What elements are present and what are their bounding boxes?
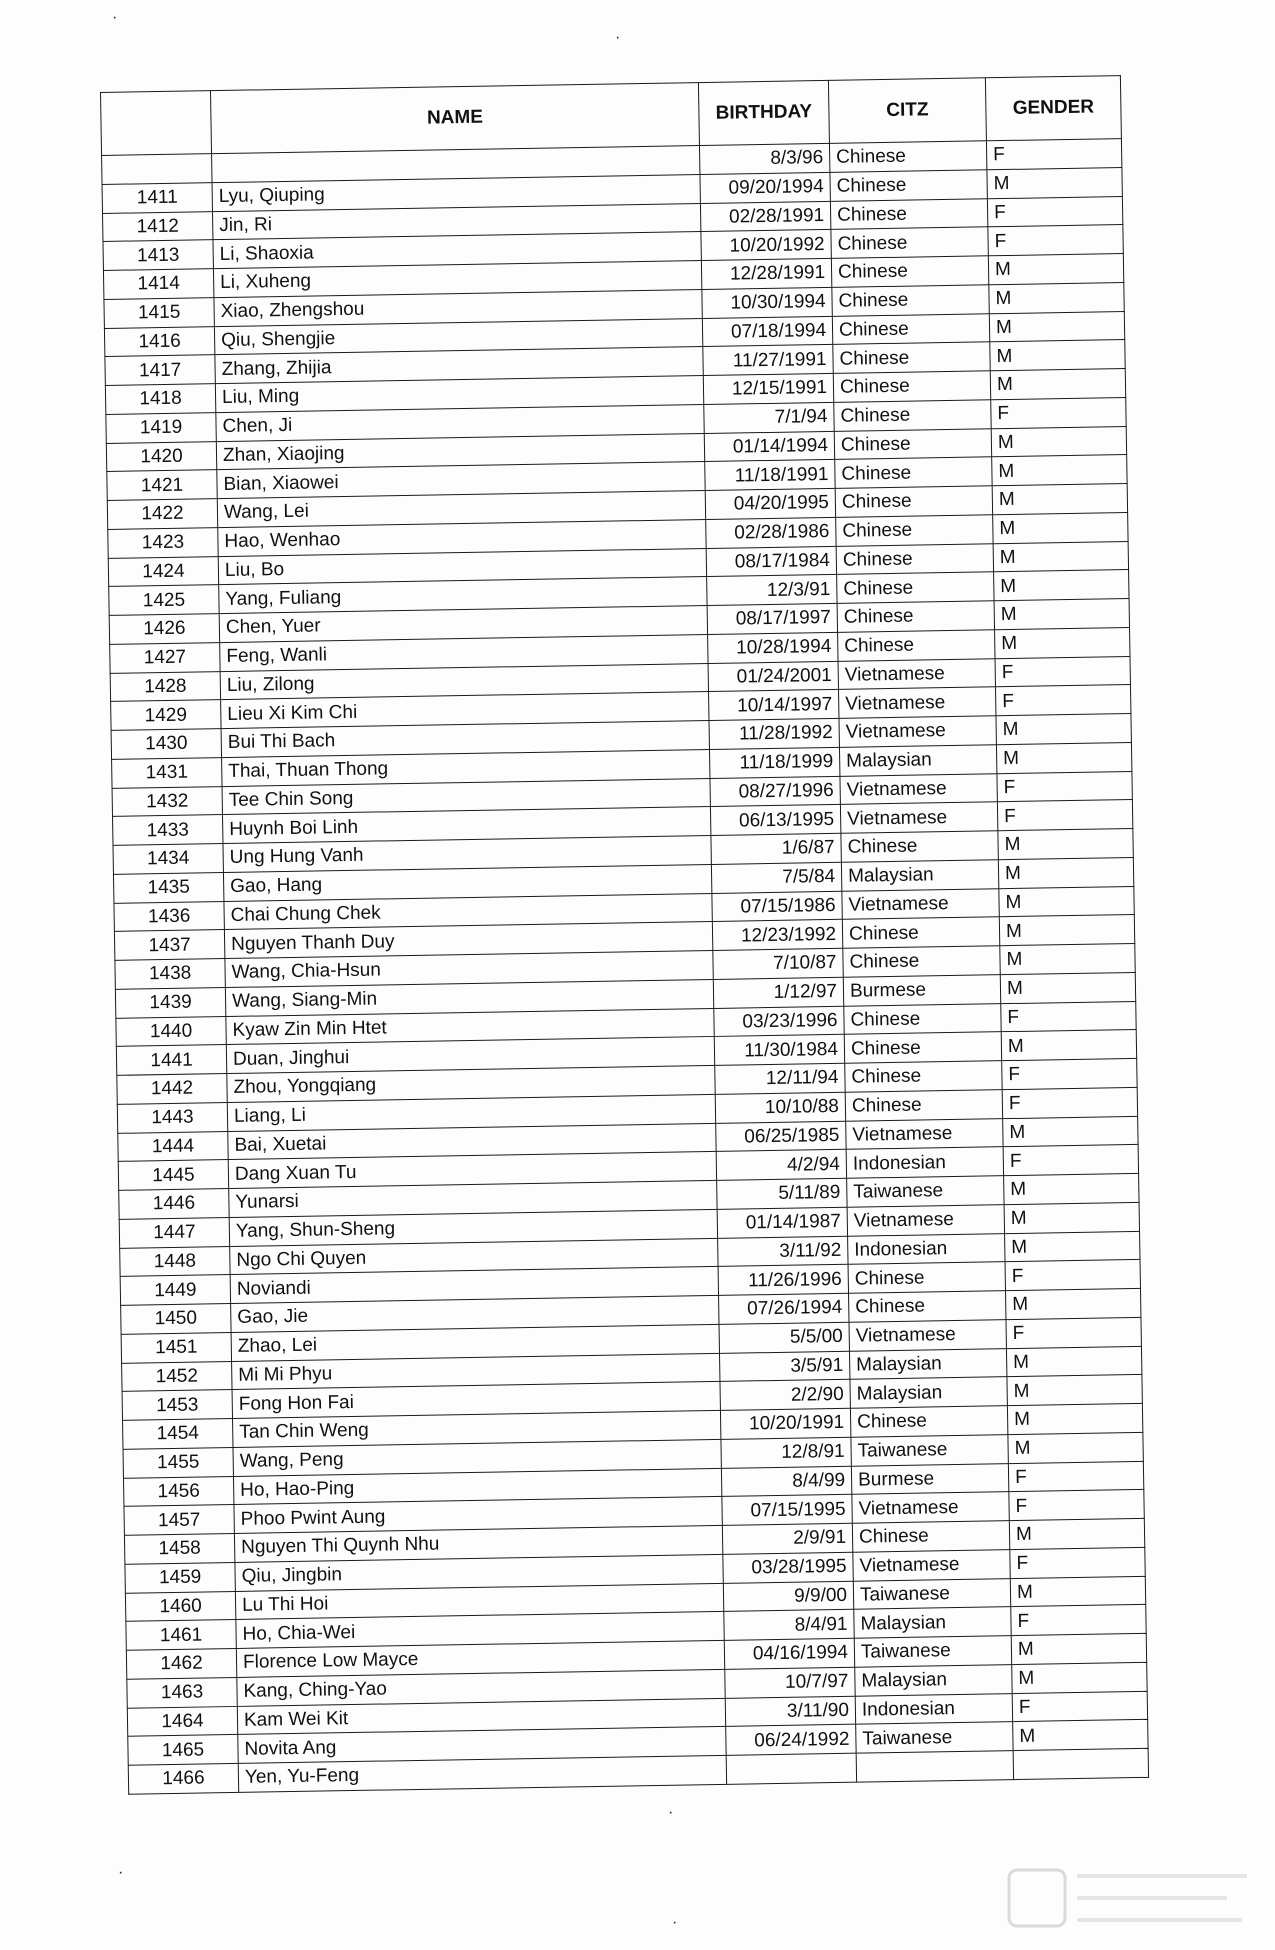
row-citz: Chinese xyxy=(832,285,989,316)
row-name: Lu Thi Hoi xyxy=(235,1583,723,1620)
scan-speck: · xyxy=(118,1864,124,1881)
row-number: 1415 xyxy=(104,297,214,328)
row-citz: Chinese xyxy=(838,629,995,660)
row-citz: Taiwanese xyxy=(853,1578,1010,1609)
row-citz: Chinese xyxy=(837,601,994,632)
row-gender: M xyxy=(994,570,1129,601)
row-gender: F xyxy=(1010,1547,1145,1578)
row-citz: Chinese xyxy=(833,371,990,402)
row-name: Chen, Ji xyxy=(216,404,704,441)
row-number: 1457 xyxy=(124,1505,234,1536)
row-number: 1455 xyxy=(123,1447,233,1478)
row-name: Gao, Hang xyxy=(223,864,711,901)
roster-sheet xyxy=(100,75,1148,1794)
row-name: Nguyen Thanh Duy xyxy=(224,922,712,959)
row-gender: M xyxy=(1007,1375,1142,1406)
row-gender: M xyxy=(988,254,1123,285)
row-gender: M xyxy=(993,541,1128,572)
row-citz: Vietnamese xyxy=(840,802,997,833)
scan-speck: · xyxy=(672,1914,678,1931)
row-gender: M xyxy=(991,426,1126,457)
row-number: 1425 xyxy=(109,585,219,616)
row-number: 1427 xyxy=(110,642,220,673)
row-name: Yunarsi xyxy=(229,1180,717,1217)
row-number: 1454 xyxy=(123,1418,233,1449)
row-birthday: 2/2/90 xyxy=(720,1379,850,1410)
row-citz: Vietnamese xyxy=(853,1549,1010,1580)
row-name: Wang, Chia-Hsun xyxy=(225,950,713,987)
row-number: 1438 xyxy=(115,959,225,990)
header-birthday: BIRTHDAY xyxy=(698,80,829,145)
row-citz: Vietnamese xyxy=(840,773,997,804)
row-gender: M xyxy=(996,713,1131,744)
row-gender: F xyxy=(997,800,1132,831)
row-gender: M xyxy=(999,886,1134,917)
row-number: 1423 xyxy=(108,527,218,558)
row-number: 1459 xyxy=(125,1562,235,1593)
row-citz: Vietnamese xyxy=(846,1118,1003,1149)
row-gender: M xyxy=(1012,1662,1147,1693)
row-citz: Vietnamese xyxy=(847,1204,1004,1235)
row-birthday: 01/14/1987 xyxy=(717,1207,847,1238)
row-birthday: 02/28/1986 xyxy=(706,517,836,548)
row-gender: M xyxy=(1000,943,1135,974)
row-number: 1430 xyxy=(111,729,221,760)
row-gender: M xyxy=(1006,1346,1141,1377)
row-number: 1447 xyxy=(119,1217,229,1248)
row-birthday: 04/16/1994 xyxy=(724,1638,854,1669)
row-citz: Chinese xyxy=(835,486,992,517)
row-citz: Chinese xyxy=(836,515,993,546)
row-citz: Chinese xyxy=(844,1032,1001,1063)
header-gender: GENDER xyxy=(985,76,1121,141)
row-birthday: 7/1/94 xyxy=(704,402,834,433)
row-name: Lyu, Qiuping xyxy=(212,174,700,211)
row-citz: Burmese xyxy=(851,1463,1008,1494)
row-birthday xyxy=(726,1753,856,1784)
row-birthday: 02/28/1991 xyxy=(700,201,830,232)
row-number: 1441 xyxy=(116,1045,226,1076)
row-citz: Chinese xyxy=(831,256,988,287)
row-number: 1419 xyxy=(106,412,216,443)
row-birthday: 01/14/1994 xyxy=(704,431,834,462)
row-number: 1413 xyxy=(103,240,213,271)
row-birthday: 10/20/1992 xyxy=(701,230,831,261)
row-birthday: 7/10/87 xyxy=(713,948,843,979)
row-name: Yang, Fuliang xyxy=(219,577,707,614)
row-name: Wang, Lei xyxy=(217,491,705,528)
row-number: 1432 xyxy=(112,786,222,817)
row-birthday: 7/5/84 xyxy=(711,862,841,893)
row-number: 1421 xyxy=(107,470,217,501)
row-citz: Chinese xyxy=(850,1406,1007,1437)
row-name: Tan Chin Weng xyxy=(233,1410,721,1447)
row-name: Thai, Thuan Thong xyxy=(222,749,710,786)
row-gender: F xyxy=(1002,1058,1137,1089)
row-number: 1465 xyxy=(128,1735,238,1766)
row-name: Wang, Siang-Min xyxy=(225,979,713,1016)
row-gender: M xyxy=(1003,1116,1138,1147)
row-number xyxy=(102,154,212,185)
row-gender: M xyxy=(1013,1720,1148,1751)
row-name: Hao, Wenhao xyxy=(218,519,706,556)
row-birthday: 2/9/91 xyxy=(722,1523,852,1554)
row-gender: M xyxy=(1008,1432,1143,1463)
row-birthday: 1/12/97 xyxy=(713,977,843,1008)
row-birthday: 12/28/1991 xyxy=(701,258,831,289)
row-birthday: 8/4/91 xyxy=(724,1609,854,1640)
row-number: 1466 xyxy=(128,1763,238,1794)
row-number: 1435 xyxy=(113,872,223,903)
row-citz: Chinese xyxy=(841,831,998,862)
row-name: Liu, Ming xyxy=(215,376,703,413)
row-birthday: 11/18/1991 xyxy=(705,460,835,491)
row-number: 1462 xyxy=(126,1648,236,1679)
row-name: Feng, Wanli xyxy=(220,634,708,671)
row-birthday: 3/5/91 xyxy=(719,1351,849,1382)
row-citz: Indonesian xyxy=(855,1693,1012,1724)
row-number: 1444 xyxy=(118,1131,228,1162)
row-birthday: 06/13/1995 xyxy=(710,805,840,836)
row-name: Ngo Chi Quyen xyxy=(230,1238,718,1275)
row-gender: F xyxy=(1005,1260,1140,1291)
row-birthday: 07/18/1994 xyxy=(702,316,832,347)
row-birthday: 03/28/1995 xyxy=(723,1552,853,1583)
row-gender: M xyxy=(987,167,1122,198)
row-number: 1440 xyxy=(116,1016,226,1047)
row-name: Liu, Bo xyxy=(218,548,706,585)
row-gender: F xyxy=(1006,1317,1141,1348)
row-gender: M xyxy=(992,455,1127,486)
row-birthday: 8/3/96 xyxy=(699,143,829,174)
row-birthday: 11/26/1996 xyxy=(718,1265,848,1296)
row-gender: F xyxy=(988,225,1123,256)
row-birthday: 04/20/1995 xyxy=(705,488,835,519)
row-citz: Chinese xyxy=(844,1003,1001,1034)
row-birthday: 11/18/1999 xyxy=(709,747,839,778)
row-gender: F xyxy=(987,196,1122,227)
row-number: 1450 xyxy=(121,1304,231,1335)
row-number: 1461 xyxy=(126,1620,236,1651)
row-citz xyxy=(856,1751,1013,1782)
row-citz: Malaysian xyxy=(855,1664,1012,1695)
row-name: Zhang, Zhijia xyxy=(215,347,703,384)
row-citz: Taiwanese xyxy=(856,1722,1013,1753)
row-birthday: 11/28/1992 xyxy=(709,718,839,749)
row-citz: Malaysian xyxy=(839,744,996,775)
row-citz: Chinese xyxy=(843,946,1000,977)
row-birthday: 8/4/99 xyxy=(721,1466,851,1497)
row-birthday: 09/20/1994 xyxy=(700,172,830,203)
row-number: 1429 xyxy=(111,700,221,731)
row-name: Fong Hon Fai xyxy=(232,1382,720,1419)
row-citz: Chinese xyxy=(831,227,988,258)
row-birthday: 3/11/92 xyxy=(718,1236,848,1267)
row-citz: Taiwanese xyxy=(851,1434,1008,1465)
row-birthday: 10/14/1997 xyxy=(709,690,839,721)
row-number: 1436 xyxy=(114,901,224,932)
row-gender: M xyxy=(994,599,1129,630)
row-gender: M xyxy=(989,311,1124,342)
row-citz: Vietnamese xyxy=(839,716,996,747)
row-birthday: 06/24/1992 xyxy=(726,1724,856,1755)
row-name: Phoo Pwint Aung xyxy=(234,1497,722,1534)
row-citz: Chinese xyxy=(829,141,986,172)
row-gender: F xyxy=(986,139,1121,170)
row-gender: F xyxy=(1011,1605,1146,1636)
row-number: 1414 xyxy=(103,269,213,300)
row-number: 1434 xyxy=(113,844,223,875)
row-gender: F xyxy=(1009,1490,1144,1521)
row-name: Bai, Xuetai xyxy=(228,1123,716,1160)
row-birthday: 07/15/1986 xyxy=(712,891,842,922)
row-birthday: 9/9/00 xyxy=(723,1581,853,1612)
row-number: 1452 xyxy=(122,1361,232,1392)
row-name: Xiao, Zhengshou xyxy=(214,289,702,326)
row-gender: M xyxy=(998,857,1133,888)
row-citz: Malaysian xyxy=(849,1348,1006,1379)
row-number: 1446 xyxy=(119,1189,229,1220)
row-name: Gao, Jie xyxy=(231,1295,719,1332)
row-number: 1424 xyxy=(108,556,218,587)
row-gender: F xyxy=(1003,1145,1138,1176)
row-gender: M xyxy=(993,512,1128,543)
row-name: Liang, Li xyxy=(227,1094,715,1131)
row-name: Yang, Shun-Sheng xyxy=(229,1209,717,1246)
row-number: 1445 xyxy=(118,1160,228,1191)
row-number: 1439 xyxy=(115,987,225,1018)
row-citz: Chinese xyxy=(852,1521,1009,1552)
row-number: 1417 xyxy=(105,355,215,386)
row-citz: Chinese xyxy=(834,400,991,431)
row-citz: Chinese xyxy=(837,572,994,603)
row-birthday: 12/11/94 xyxy=(715,1063,845,1094)
row-birthday: 06/25/1985 xyxy=(716,1121,846,1152)
row-name: Florence Low Mayce xyxy=(236,1640,724,1677)
row-birthday: 10/30/1994 xyxy=(702,287,832,318)
row-gender: M xyxy=(990,340,1125,371)
row-number: 1422 xyxy=(107,499,217,530)
row-citz: Chinese xyxy=(836,543,993,574)
row-citz: Chinese xyxy=(845,1089,1002,1120)
row-gender: M xyxy=(999,915,1134,946)
row-birthday: 08/27/1996 xyxy=(710,776,840,807)
row-birthday: 12/3/91 xyxy=(707,575,837,606)
row-citz: Chinese xyxy=(833,342,990,373)
row-number: 1442 xyxy=(117,1074,227,1105)
row-gender: M xyxy=(1010,1576,1145,1607)
row-gender: F xyxy=(1008,1461,1143,1492)
row-gender: M xyxy=(996,742,1131,773)
row-gender: M xyxy=(1005,1231,1140,1262)
row-name: Li, Shaoxia xyxy=(213,232,701,269)
row-name: Dang Xuan Tu xyxy=(228,1152,716,1189)
row-name: Yen, Yu-Feng xyxy=(238,1755,726,1792)
row-gender xyxy=(1013,1748,1148,1779)
header-citz: CITZ xyxy=(828,78,986,144)
row-gender: M xyxy=(1011,1633,1146,1664)
row-gender: M xyxy=(992,484,1127,515)
row-birthday: 10/10/88 xyxy=(715,1092,845,1123)
header-name: NAME xyxy=(210,83,699,154)
row-number: 1431 xyxy=(112,757,222,788)
row-citz: Chinese xyxy=(842,917,999,948)
row-name: Noviandi xyxy=(230,1267,718,1304)
row-name: Qiu, Shengjie xyxy=(214,318,702,355)
row-number: 1443 xyxy=(117,1102,227,1133)
row-birthday: 5/11/89 xyxy=(717,1178,847,1209)
row-name: Li, Xuheng xyxy=(213,261,701,298)
row-birthday: 08/17/1997 xyxy=(707,603,837,634)
row-birthday: 10/7/97 xyxy=(725,1667,855,1698)
row-citz: Chinese xyxy=(830,198,987,229)
watermark-logo xyxy=(1005,1862,1255,1932)
row-name: Kyaw Zin Min Htet xyxy=(226,1008,714,1045)
row-citz: Malaysian xyxy=(841,859,998,890)
row-citz: Chinese xyxy=(832,313,989,344)
scan-speck: · xyxy=(615,29,621,46)
row-number: 1433 xyxy=(113,815,223,846)
row-number: 1416 xyxy=(104,326,214,357)
row-citz: Vietnamese xyxy=(849,1319,1006,1350)
row-number: 1458 xyxy=(124,1533,234,1564)
row-gender: M xyxy=(998,828,1133,859)
row-birthday: 3/11/90 xyxy=(725,1696,855,1727)
row-birthday: 03/23/1996 xyxy=(714,1006,844,1037)
row-gender: M xyxy=(1005,1288,1140,1319)
row-birthday: 12/8/91 xyxy=(721,1437,851,1468)
row-gender: M xyxy=(995,627,1130,658)
row-number: 1428 xyxy=(110,671,220,702)
row-number: 1463 xyxy=(127,1677,237,1708)
row-number: 1411 xyxy=(102,182,212,213)
row-gender: M xyxy=(1000,972,1135,1003)
row-birthday: 1/6/87 xyxy=(711,833,841,864)
row-name: Chai Chung Chek xyxy=(224,893,712,930)
row-birthday: 12/23/1992 xyxy=(712,920,842,951)
row-number: 1451 xyxy=(121,1332,231,1363)
row-gender: F xyxy=(991,397,1126,428)
row-name: Bian, Xiaowei xyxy=(217,462,705,499)
row-citz: Chinese xyxy=(830,170,987,201)
row-name: Wang, Peng xyxy=(233,1439,721,1476)
row-name: Zhan, Xiaojing xyxy=(216,433,704,470)
row-name: Huynh Boi Linh xyxy=(223,807,711,844)
row-citz: Indonesian xyxy=(846,1147,1003,1178)
row-gender: F xyxy=(1001,1001,1136,1032)
row-gender: M xyxy=(1004,1202,1139,1233)
row-name: Lieu Xi Kim Chi xyxy=(221,692,709,729)
row-birthday: 08/17/1984 xyxy=(706,546,836,577)
row-gender: M xyxy=(990,369,1125,400)
row-number: 1460 xyxy=(125,1591,235,1622)
row-citz: Burmese xyxy=(843,974,1000,1005)
row-gender: F xyxy=(1012,1691,1147,1722)
scan-speck: · xyxy=(668,1804,674,1821)
row-gender: M xyxy=(989,282,1124,313)
row-number: 1426 xyxy=(109,614,219,645)
row-citz: Chinese xyxy=(835,457,992,488)
row-name: Ung Hung Vanh xyxy=(223,835,711,872)
row-number: 1453 xyxy=(122,1390,232,1421)
row-gender: F xyxy=(995,685,1130,716)
row-number: 1412 xyxy=(103,211,213,242)
row-birthday: 01/24/2001 xyxy=(708,661,838,692)
row-citz: Chinese xyxy=(848,1262,1005,1293)
row-citz: Indonesian xyxy=(848,1233,1005,1264)
row-gender: M xyxy=(1001,1030,1136,1061)
row-name: Zhou, Yongqiang xyxy=(227,1065,715,1102)
row-name: Duan, Jinghui xyxy=(226,1037,714,1074)
row-gender: M xyxy=(1009,1518,1144,1549)
roster-body xyxy=(102,139,1149,1794)
row-citz: Chinese xyxy=(845,1061,1002,1092)
header-num xyxy=(101,91,212,156)
row-name: Ho, Hao-Ping xyxy=(233,1468,721,1505)
roster-table xyxy=(100,75,1149,1794)
row-birthday: 5/5/00 xyxy=(719,1322,849,1353)
row-name: Kang, Ching-Yao xyxy=(237,1669,725,1706)
row-name: Qiu, Jingbin xyxy=(235,1554,723,1591)
row-gender: F xyxy=(997,771,1132,802)
row-name: Ho, Chia-Wei xyxy=(236,1612,724,1649)
row-birthday: 12/15/1991 xyxy=(703,373,833,404)
row-name: Bui Thi Bach xyxy=(221,720,709,757)
row-birthday: 11/27/1991 xyxy=(703,345,833,376)
row-citz: Chinese xyxy=(849,1291,1006,1322)
row-citz: Vietnamese xyxy=(852,1492,1009,1523)
row-gender: F xyxy=(1002,1087,1137,1118)
row-citz: Vietnamese xyxy=(838,658,995,689)
row-citz: Vietnamese xyxy=(839,687,996,718)
row-name: Zhao, Lei xyxy=(231,1324,719,1361)
row-name: Kam Wei Kit xyxy=(237,1698,725,1735)
scan-speck: · xyxy=(112,9,118,26)
row-citz: Vietnamese xyxy=(842,888,999,919)
row-name: Liu, Zilong xyxy=(220,663,708,700)
row-birthday: 07/15/1995 xyxy=(722,1494,852,1525)
row-name: Mi Mi Phyu xyxy=(232,1353,720,1390)
row-citz: Taiwanese xyxy=(854,1636,1011,1667)
row-name: Novita Ang xyxy=(238,1727,726,1764)
row-name: Jin, Ri xyxy=(212,203,700,240)
row-birthday: 10/20/1991 xyxy=(720,1408,850,1439)
row-birthday: 07/26/1994 xyxy=(719,1293,849,1324)
row-number: 1418 xyxy=(105,384,215,415)
row-number: 1448 xyxy=(120,1246,230,1277)
row-citz: Malaysian xyxy=(850,1377,1007,1408)
row-number: 1420 xyxy=(106,441,216,472)
row-gender: M xyxy=(1004,1173,1139,1204)
row-number: 1464 xyxy=(127,1706,237,1737)
watermark-mark-icon xyxy=(1005,1862,1255,1932)
row-gender: M xyxy=(1007,1403,1142,1434)
row-birthday: 10/28/1994 xyxy=(708,632,838,663)
row-number: 1437 xyxy=(114,930,224,961)
row-birthday: 4/2/94 xyxy=(716,1150,846,1181)
row-number: 1449 xyxy=(120,1275,230,1306)
row-citz: Taiwanese xyxy=(847,1176,1004,1207)
row-birthday: 11/30/1984 xyxy=(714,1035,844,1066)
row-name: Nguyen Thi Quynh Nhu xyxy=(234,1525,722,1562)
row-name: Chen, Yuer xyxy=(219,606,707,643)
row-citz: Chinese xyxy=(834,428,991,459)
row-name: Tee Chin Song xyxy=(222,778,710,815)
row-citz: Malaysian xyxy=(854,1607,1011,1638)
row-gender: F xyxy=(995,656,1130,687)
row-number: 1456 xyxy=(123,1476,233,1507)
